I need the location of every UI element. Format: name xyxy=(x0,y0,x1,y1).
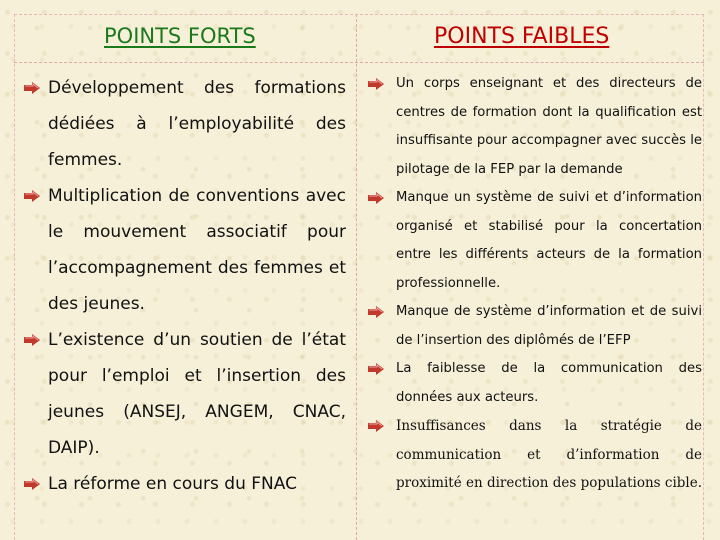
table-border-right xyxy=(703,14,704,540)
faibles-item-1 xyxy=(366,70,702,184)
forts-item-text: Multiplication de conventions avec le mouvement associatif pour l’accompagnement des femmes et des jeunes. xyxy=(48,186,346,314)
header-points-faibles: POINTS FAIBLES xyxy=(434,24,610,49)
right-arrow-icon xyxy=(368,420,384,432)
comparison-table xyxy=(14,14,704,540)
faibles-item-5 xyxy=(366,412,702,498)
right-arrow-icon xyxy=(368,78,384,90)
faibles-item-text: Un corps enseignant et des directeurs de centres de formation dont la qualification est insuffisante pour accompagner avec succès le pilotage de la FEP par la demande xyxy=(396,76,702,177)
right-arrow-icon xyxy=(368,192,384,204)
forts-item-4 xyxy=(14,466,346,502)
column-divider xyxy=(356,14,357,540)
right-arrow-icon xyxy=(24,190,40,202)
points-faibles-list xyxy=(366,70,702,498)
right-arrow-icon xyxy=(24,334,40,346)
points-forts-list xyxy=(14,70,354,502)
header-divider xyxy=(14,62,704,63)
faibles-item-text: Manque un système de suivi et d’information organisé et stabilisé pour la concertation entre les différents acteurs de la formation professionnelle. xyxy=(396,190,702,291)
header-points-forts: POINTS FORTS xyxy=(104,24,256,48)
faibles-item-text: Manque de système d’information et de suivi de l’insertion des diplômés de l’EFP xyxy=(396,304,702,348)
right-arrow-icon xyxy=(24,82,40,94)
faibles-item-4 xyxy=(366,355,702,412)
right-arrow-icon xyxy=(368,363,384,375)
forts-item-2 xyxy=(14,178,346,322)
forts-item-text: Développement des formations dédiées à l’employabilité des femmes. xyxy=(48,78,346,170)
table-border-top xyxy=(14,14,704,15)
faibles-item-text: Insuffisances dans la stratégie de communication et d’information de proximité en direction des populations cible. xyxy=(396,418,702,491)
forts-item-text: L’existence d’un soutien de l’état pour l’emploi et l’insertion des jeunes (ANSEJ, ANGEM, CNAC, DAIP). xyxy=(48,330,346,458)
forts-item-text: La réforme en cours du FNAC xyxy=(48,474,297,494)
faibles-item-text: La faiblesse de la communication des données aux acteurs. xyxy=(396,361,702,405)
faibles-item-3 xyxy=(366,298,702,355)
forts-item-3 xyxy=(14,322,346,466)
faibles-item-2 xyxy=(366,184,702,298)
right-arrow-icon xyxy=(24,478,40,490)
right-arrow-icon xyxy=(368,306,384,318)
forts-item-1 xyxy=(14,70,346,178)
